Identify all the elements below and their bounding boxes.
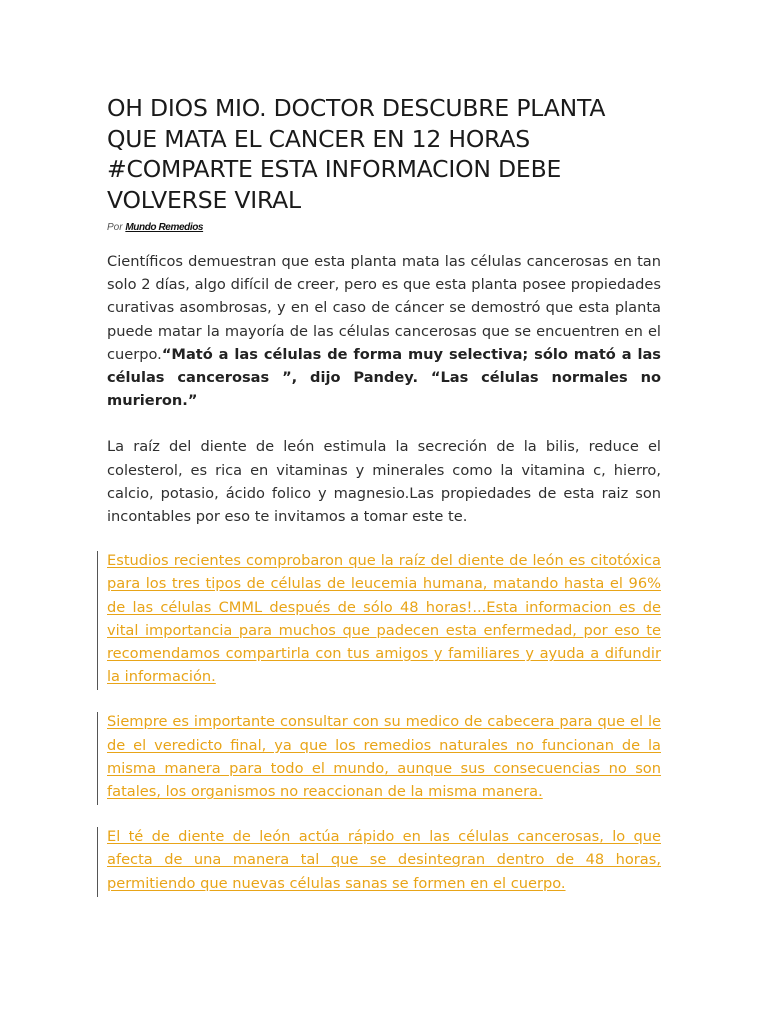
byline-prefix: Por [107, 222, 123, 233]
byline [107, 222, 661, 233]
article [107, 93, 661, 895]
pandey-quote: “Mató a las células de forma muy selectiva; sólo mató a las células cancerosas ”, dijo Pandey. “Las células normales no murieron.” [107, 345, 661, 410]
quote-link-tea[interactable]: El té de diente de león actúa rápido en las células cancerosas, lo que afecta de una manera tal que se desintegran dentro de 48 horas, permitiendo que nuevas células sanas se formen en el cuerpo. [107, 828, 661, 892]
quote-link-leukemia[interactable]: Estudios recientes comprobaron que la raíz del diente de león es citotóxica para los tres tipos de células de leucemia humana, matando hasta el 96% de las células CMML después de sólo 48 horas!...Esta informacion es de vital importancia para muchos que padecen esta enfermedad, por eso te recomendamos compartirla con tus amigos y familiares y ayuda a difundir la información. [107, 552, 661, 686]
blockquote-leukemia [107, 549, 661, 688]
article-title: OH DIOS MIO. DOCTOR DESCUBRE PLANTA QUE MATA EL CANCER EN 12 HORAS #COMPARTE ESTA INFORMACION DEBE VOLVERSE VIRAL [107, 94, 606, 214]
blockquote-doctor [107, 710, 661, 803]
author-link[interactable]: Mundo Remedios [125, 222, 204, 233]
quote-link-doctor[interactable]: Siempre es importante consultar con su medico de cabecera para que el le de el veredicto final, ya que los remedios naturales no funcionan de la misma manera para todo el mundo, aunque sus consecuencias no son fatales, los organismos no reaccionan de la misma manera. [107, 713, 661, 801]
blockquote-tea [107, 825, 661, 895]
dandelion-paragraph: La raíz del diente de león estimula la secreción de la bilis, reduce el colesterol, es rica en vitaminas y minerales como la vitamina c, hierro, calcio, potasio, ácido folico y magnesio.Las propiedades de esta raiz son incontables por eso te invitamos a tomar este te. [107, 438, 661, 526]
intro-paragraph [107, 250, 661, 412]
intro-text: Científicos demuestran que esta planta mata las células cancerosas en tan solo 2 días, algo difícil de creer, pero es que esta planta posee propiedades curativas asombrosas, y en el caso de cáncer se demostró que esta planta puede matar la mayoría de las células cancerosas que se encuentren en el cuerpo. [107, 253, 661, 363]
